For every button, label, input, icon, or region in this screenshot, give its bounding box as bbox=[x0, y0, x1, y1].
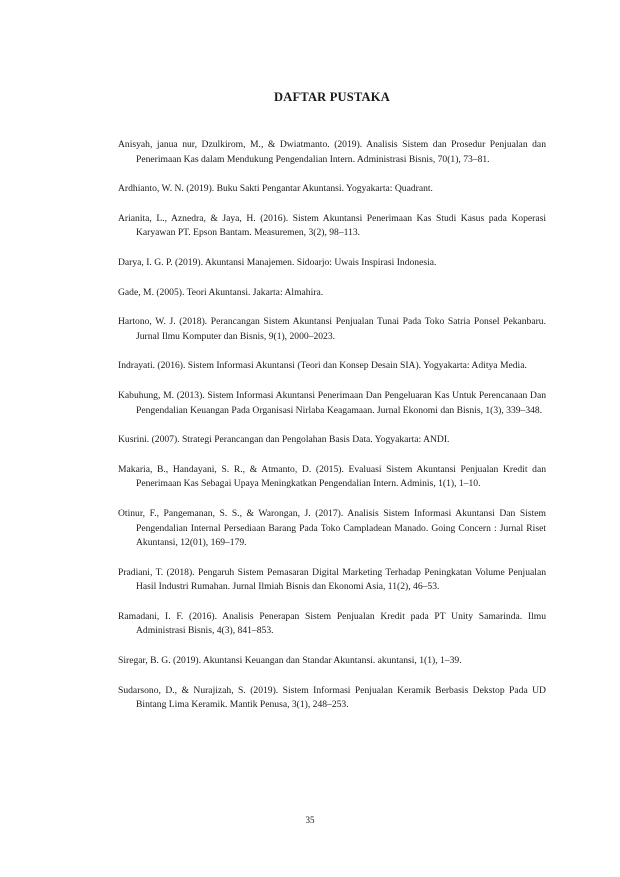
page-title: DAFTAR PUSTAKA bbox=[274, 90, 390, 104]
reference-item: Sudarsono, D., & Nurajizah, S. (2019). Sistem Informasi Penjualan Keramik Berbasis Dekstop Pada UD Bintang Lima Keramik. Mantik Penusa, 3(1), 248–253. bbox=[118, 684, 546, 711]
reference-item: Pradiani, T. (2018). Pengaruh Sistem Pemasaran Digital Marketing Terhadap Peningkatan Volume Penjualan Hasil Industri Rumahan. Jurnal Ilmiah Bisnis dan Ekonomi Asia, 11(2), 46–53. bbox=[118, 566, 546, 593]
reference-item: Gade, M. (2005). Teori Akuntansi. Jakarta: Almahira. bbox=[118, 286, 324, 298]
reference-item: Siregar, B. G. (2019). Akuntansi Keuangan dan Standar Akuntansi. akuntansi, 1(1), 1–39. bbox=[118, 655, 462, 667]
reference-item: Makaria, B., Handayani, S. R., & Atmanto, D. (2015). Evaluasi Sistem Akuntansi Penjualan Kredit dan Penerimaan Kas Sebagai Upaya Meningkatkan Pengendalian Intern. Adminis, 1(1), 1–10. bbox=[118, 463, 546, 490]
reference-list bbox=[118, 138, 546, 728]
reference-item: Kabuhung, M. (2013). Sistem Informasi Akuntansi Penerimaan Dan Pengeluaran Kas Untuk Perencanaan Dan Pengendalian Keuangan Pada Organisasi Nirlaba Keagamaan. Jurnal Ekonomi dan Bisnis, 1(3), 339–348. bbox=[118, 389, 546, 416]
reference-item: Ramadani, I. F. (2016). Analisis Penerapan Sistem Penjualan Kredit pada PT Unity Samarinda. Ilmu Administrasi Bisnis, 4(3), 841–853. bbox=[118, 610, 546, 637]
page-number: 35 bbox=[305, 815, 315, 825]
reference-item: Kusrini. (2007). Strategi Perancangan dan Pengolahan Basis Data. Yogyakarta: ANDI. bbox=[118, 434, 450, 446]
reference-item: Anisyah, janua nur, Dzulkirom, M., & Dwiatmanto. (2019). Analisis Sistem dan Prosedur Penjualan dan Penerimaan Kas dalam Mendukung Pengendalian Intern. Administrasi Bisnis, 70(1), 73–81. bbox=[118, 139, 546, 165]
reference-item: Hartono, W. J. (2018). Perancangan Sistem Akuntansi Penjualan Tunai Pada Toko Satria Ponsel Pekanbaru. Jurnal Ilmu Komputer dan Bisnis, 9(1), 2000–2023. bbox=[118, 316, 546, 342]
reference-item: Otinur, F., Pangemanan, S. S., & Warongan, J. (2017). Analisis Sistem Informasi Akuntansi Dan Sistem Pengendalian Internal Persediaan Barang Pada Toko Campladean Manado. Going Concern : Jurnal Riset Akuntansi, 12(01), 169–179. bbox=[118, 507, 546, 549]
reference-item: Indrayati. (2016). Sistem Informasi Akuntansi (Teori dan Konsep Desain SIA). Yogyakarta: Aditya Media. bbox=[118, 360, 527, 372]
reference-item: Darya, I. G. P. (2019). Akuntansi Manajemen. Sidoarjo: Uwais Inspirasi Indonesia. bbox=[118, 256, 437, 268]
reference-item: Ardhianto, W. N. (2019). Buku Sakti Pengantar Akuntansi. Yogyakarta: Quadrant. bbox=[118, 183, 433, 195]
reference-item: Arianita, L., Aznedra, & Jaya, H. (2016). Sistem Akuntansi Penerimaan Kas Studi Kasus pada Koperasi Karyawan PT. Epson Bantam. Measuremen, 3(2), 98–113. bbox=[118, 212, 546, 239]
